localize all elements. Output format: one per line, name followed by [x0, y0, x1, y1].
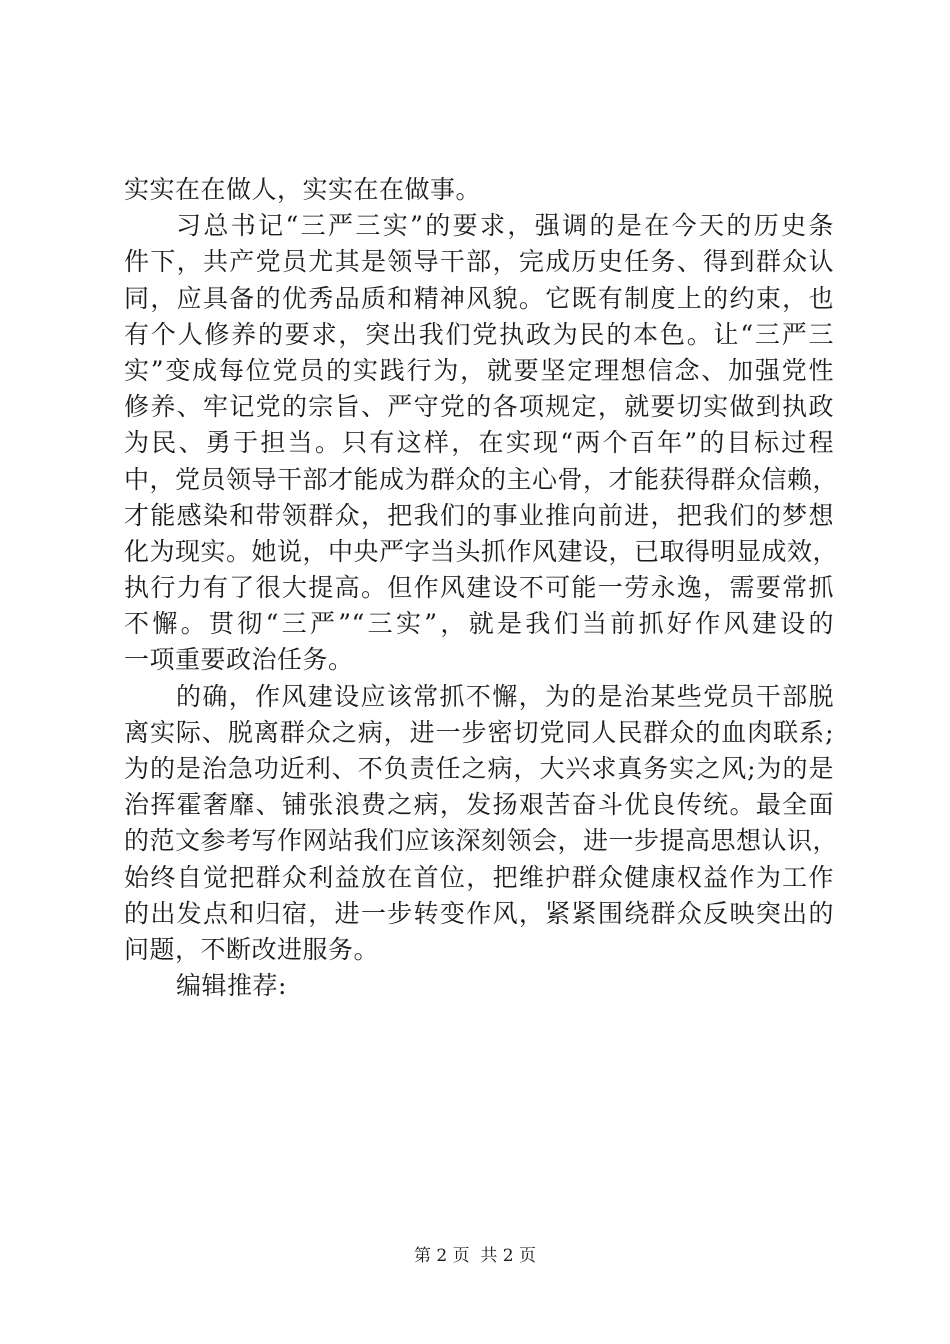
text-line: 问题，不断改进服务。 — [124, 934, 380, 964]
text-line: 不懈。贯彻“三严”“三实”，就是我们当前抓好作风建设的 — [124, 609, 834, 639]
text-line: 执行力有了很大提高。但作风建设不可能一劳永逸，需要常抓 — [124, 573, 834, 603]
text-line: 一项重要政治任务。 — [124, 645, 354, 675]
text-line: 修养、牢记党的宗旨、严守党的各项规定，就要切实做到执政 — [124, 392, 834, 422]
text-line: 中，党员领导干部才能成为群众的主心骨，才能获得群众信赖， — [124, 464, 839, 494]
document-body — [124, 172, 839, 1004]
text-line: 有个人修养的要求，突出我们党执政为民的本色。让“三严三 — [124, 319, 834, 349]
text-line: 离实际、脱离群众之病，进一步密切党同人民群众的血肉联系; — [124, 717, 834, 747]
text-line: 为民、勇于担当。只有这样，在实现“两个百年”的目标过程 — [124, 428, 834, 458]
text-line: 才能感染和带领群众，把我们的事业推向前进，把我们的梦想 — [124, 500, 834, 530]
text-line: 实实在在做人，实实在在做事。 — [124, 175, 482, 204]
text-line: 件下，共产党员尤其是领导干部，完成历史任务、得到群众认 — [124, 247, 834, 277]
text-line: 为的是治急功近利、不负责任之病，大兴求真务实之风;为的是 — [124, 754, 834, 783]
text-line: 同，应具备的优秀品质和精神风貌。它既有制度上的约束，也 — [124, 283, 834, 313]
paragraph-first-line: 习总书记“三严三实”的要求，强调的是在今天的历史条 — [176, 211, 834, 241]
text-line: 治挥霍奢靡、铺张浪费之病，发扬艰苦奋斗优良传统。最全面 — [124, 790, 834, 820]
text-line: 化为现实。她说，中央严字当头抓作风建设，已取得明显成效， — [124, 536, 839, 566]
text-line: 的出发点和归宿，进一步转变作风，紧紧围绕群众反映突出的 — [124, 898, 834, 928]
text-line: 实”变成每位党员的实践行为，就要坚定理想信念、加强党性 — [124, 355, 834, 385]
text-line: 的范文参考写作网站我们应该深刻领会，进一步提高思想认识， — [124, 826, 839, 856]
editor-recommendation: 编辑推荐: — [176, 971, 287, 1001]
paragraph-first-line: 的确，作风建设应该常抓不懈，为的是治某些党员干部脱 — [176, 681, 834, 711]
page-number-footer: 第 2 页 共 2 页 — [413, 1246, 537, 1266]
text-line: 始终自觉把群众利益放在首位，把维护群众健康权益作为工作 — [124, 862, 834, 892]
